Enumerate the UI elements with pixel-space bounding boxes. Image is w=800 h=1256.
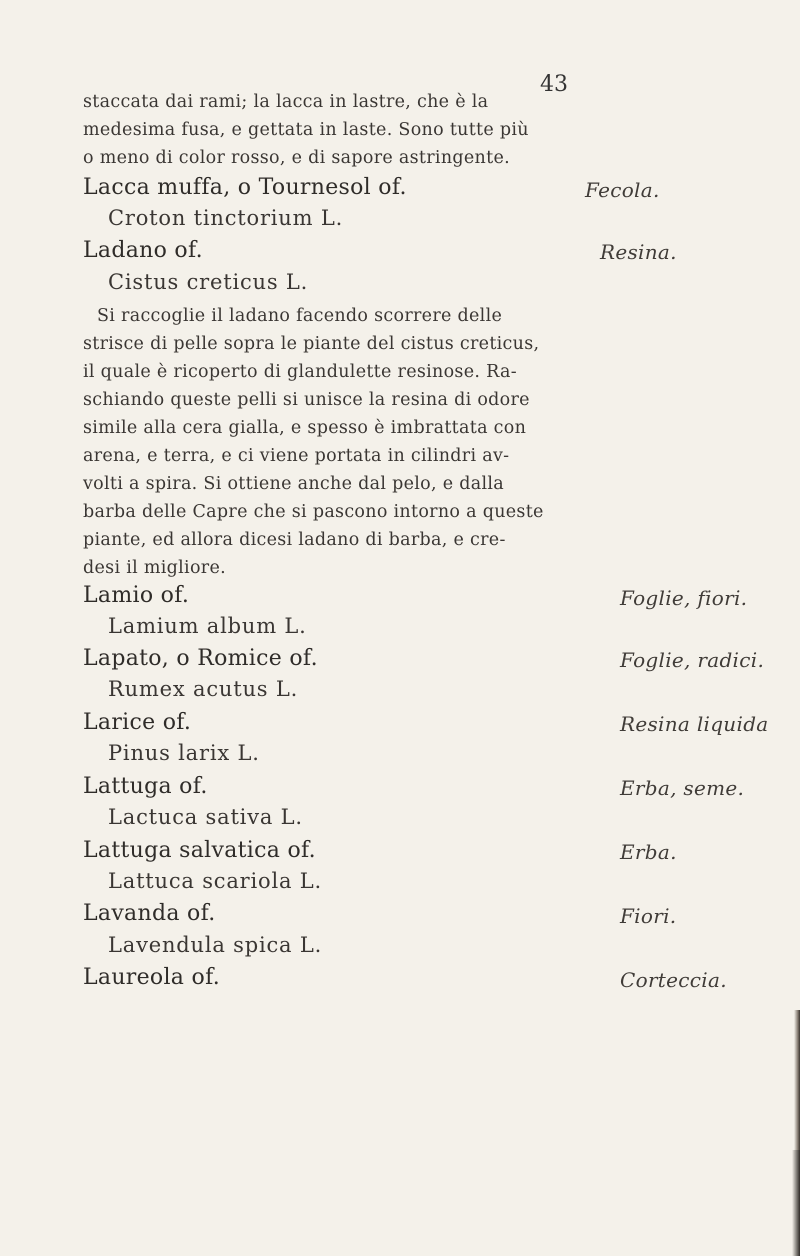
entry-part: Erba.	[620, 840, 677, 864]
entry-name: Lattuga of.	[83, 774, 208, 799]
entry-name: Lapato, o Romice of.	[83, 646, 318, 671]
entry-part: Resina liquida	[620, 712, 769, 736]
entry-latin: Lattuca scariola L.	[108, 869, 323, 893]
paragraph-line: medesima fusa, e gettata in laste. Sono tutte più	[83, 120, 529, 140]
entry-part: Erba, seme.	[620, 776, 745, 800]
entry-name: Larice of.	[83, 710, 192, 735]
entry-name: Laureola of.	[83, 965, 221, 990]
paragraph-line: piante, ed allora dicesi ladano di barba, e cre-	[83, 530, 506, 550]
entry-name: Lacca muffa, o Tournesol of.	[83, 175, 407, 200]
paragraph-line: barba delle Capre che si pascono intorno a queste	[83, 502, 544, 522]
entry-latin: Cistus creticus L.	[108, 270, 309, 294]
paragraph-line: o meno di color rosso, e di sapore astringente.	[83, 148, 510, 168]
entry-name: Lavanda of.	[83, 901, 216, 926]
paragraph-line: arena, e terra, e ci viene portata in cilindri av-	[83, 446, 510, 466]
entry-latin: Lavendula spica L.	[108, 933, 323, 957]
entry-latin: Lactuca sativa L.	[108, 805, 303, 829]
entry-latin: Rumex acutus L.	[108, 677, 299, 701]
entry-name: Lattuga salvatica of.	[83, 838, 316, 863]
entry-latin: Lamium album L.	[108, 614, 307, 638]
entry-part: Foglie, radici.	[620, 648, 765, 672]
paragraph-line: volti a spira. Si ottiene anche dal pelo, e dalla	[83, 474, 504, 494]
paragraph-line: schiando queste pelli si unisce la resina di odore	[83, 390, 530, 410]
entry-part: Fecola.	[585, 178, 660, 202]
entry-name: Ladano of.	[83, 238, 203, 263]
entry-name: Lamio of.	[83, 583, 190, 608]
entry-latin: Pinus larix L.	[108, 741, 260, 765]
entry-part: Corteccia.	[620, 968, 727, 992]
entry-part: Resina.	[600, 240, 677, 264]
paragraph-line: Si raccoglie il ladano facendo scorrere delle	[97, 306, 503, 326]
paragraph-line: staccata dai rami; la lacca in lastre, che è la	[83, 92, 489, 112]
paragraph-line: il quale è ricoperto di glandulette resinose. Ra-	[83, 362, 517, 382]
page-edge-shadow	[792, 1150, 800, 1256]
paragraph-line: simile alla cera gialla, e spesso è imbrattata con	[83, 418, 527, 438]
paragraph-line: strisce di pelle sopra le piante del cistus creticus,	[83, 334, 540, 354]
entry-part: Foglie, fiori.	[620, 586, 748, 610]
entry-part: Fiori.	[620, 904, 677, 928]
paragraph-line: desi il migliore.	[83, 558, 226, 578]
page-number: 43	[540, 72, 568, 97]
entry-latin: Croton tinctorium L.	[108, 206, 344, 230]
